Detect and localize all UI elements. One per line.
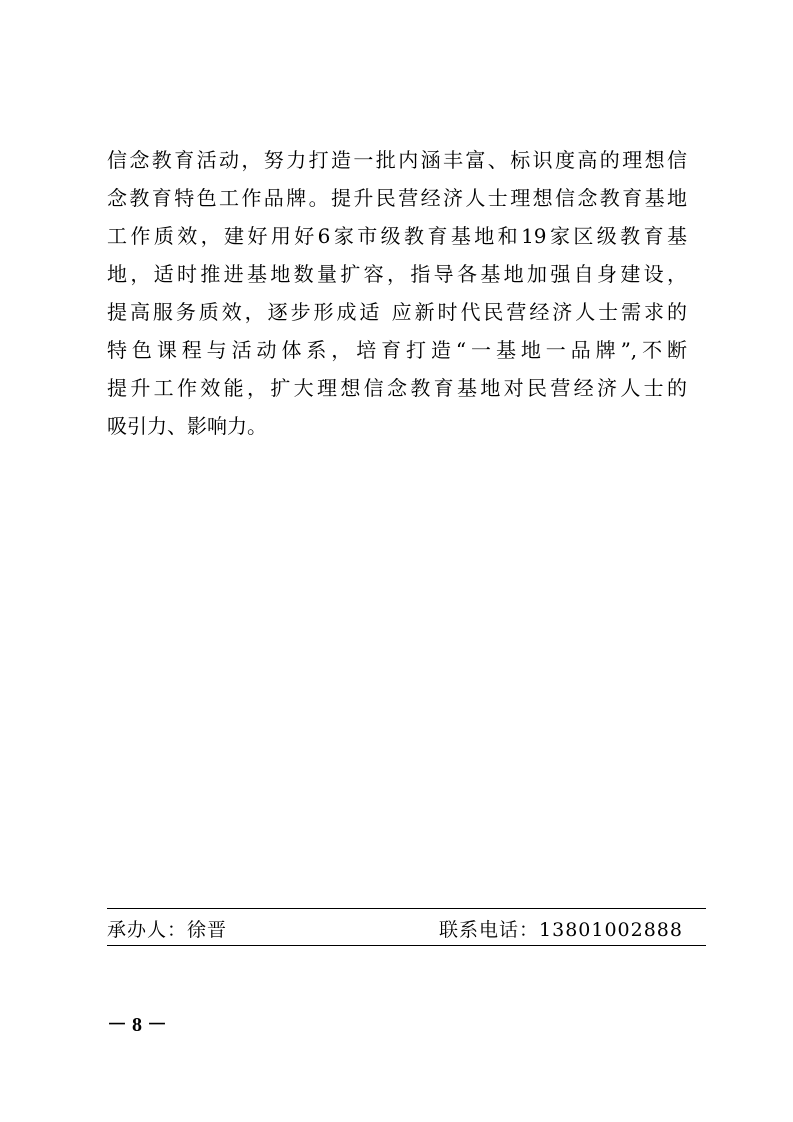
handler-name: 承办人：徐晋: [107, 918, 228, 941]
paragraph-line: 念教育特色工作品牌。提升民营经济人士理想信念教育基地: [107, 186, 687, 210]
paragraph-line: 工作质效，建好用好6家市级教育基地和19家区级教育基: [107, 224, 687, 248]
body-paragraph: [107, 141, 687, 445]
paragraph-line: 提升工作效能，扩大理想信念教育基地对民营经济人士的: [107, 376, 687, 400]
paragraph-line: 特色课程与活动体系，培育打造“一基地一品牌”,不断: [107, 338, 687, 362]
footer-top-divider: [107, 908, 706, 909]
paragraph-line: 吸引力、影响力。: [107, 414, 267, 438]
paragraph-line: 提高服务质效，逐步形成适 应新时代民营经济人士需求的: [107, 300, 687, 324]
paragraph-line: 信念教育活动，努力打造一批内涵丰富、标识度高的理想信: [107, 148, 687, 172]
paragraph-line: 地，适时推进基地数量扩容，指导各基地加强自身建设，: [107, 262, 687, 286]
footer-bottom-divider: [107, 945, 706, 946]
page-number: － 8 －: [107, 1014, 167, 1036]
contact-phone: 联系电话：13801002888: [439, 918, 683, 941]
footer-info: [107, 912, 683, 944]
